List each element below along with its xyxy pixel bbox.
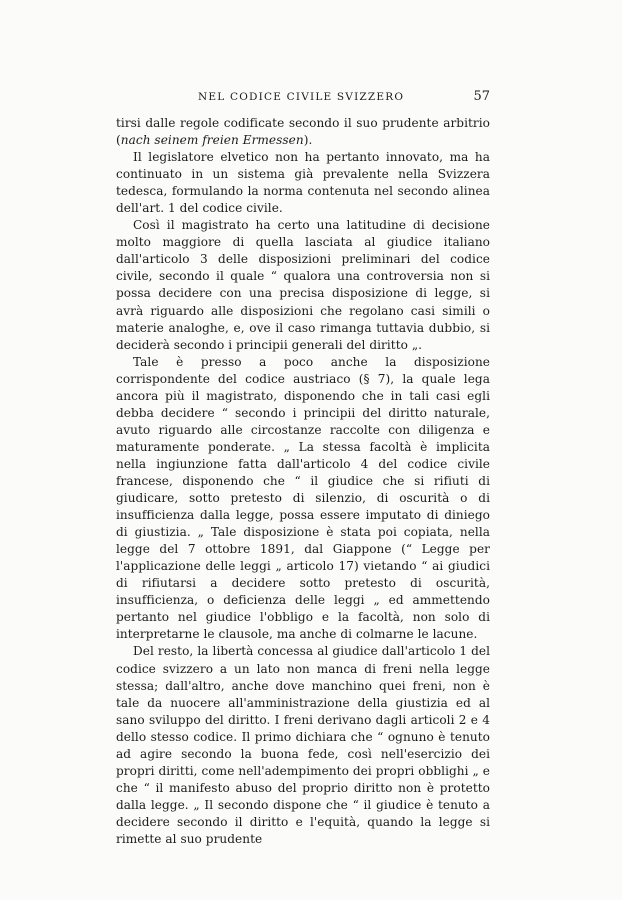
paragraph: Del resto, la libertà concessa al giudice dall'articolo 1 del codice svizzero a un lato non manca di freni nella legge stessa; dall'altro, anche dove manchino quei freni, non è tale da nuocere all'amministrazione della giustizia ed al sano sviluppo del diritto. I freni derivano dagli articoli 2 e 4 dello stesso codice. Il primo dichiara che “ ognuno è tenuto ad agire secondo la buona fede, così nell'esercizio dei propri diritti, come nell'adempimento dei propri obblighi „ e che “ il manifesto abuso del proprio diritto non è protetto dalla legge. „ Il secondo dispone che “ il giudice è tenuto a decidere secondo il diritto e l'equità, quando la legge si rimette al suo prudente	[116, 644, 490, 846]
page-header	[116, 91, 490, 107]
paragraph: Così il magistrato ha certo una latitudine di decisione molto maggiore di quella lasciata al giudice italiano dall'articolo 3 delle disposizioni preliminari del codice civile, secondo il quale “ qualora una controversia non si possa decidere con una precisa disposizione di legge, si avrà riguardo alle disposizioni che regolano casi simili o materie analoghe, e, ove il caso rimanga tuttavia dubbio, si deciderà secondo i principii generali del diritto „.	[116, 218, 490, 352]
paragraph-continuation	[116, 115, 490, 149]
italic-phrase: nach seinem freien Ermessen	[120, 133, 304, 148]
paragraph: Tale è presso a poco anche la disposizione corrispondente del codice austriaco (§ 7), la quale lega ancora più il magistrato, disponendo che in tali casi egli debba decidere “ secondo i principii del diritto naturale, avuto riguardo alle circostanze raccolte con diligenza e maturamente ponderate. „ La stessa facoltà è implicita nella ingiunzione fatta dall'articolo 4 del codice civile francese, disponendo che “ il giudice che si rifiuti di giudicare, sotto pretesto di silenzio, di oscurità o di insufficienza dalla legge, possa essere imputato di diniego di giustizia. „ Tale disposizione è stata poi copiata, nella legge del 7 ottobre 1891, dal Giappone (“ Legge per l'applicazione delle leggi „ articolo 17) vietando “ ai giudici di rifiutarsi a decidere sotto pretesto di oscurità, insufficienza, o deficienza delle leggi „ ed ammettendo pertanto nel giudice l'obbligo e la facoltà, non solo di interpretarne le clausole, ma anche di colmarne le lacune.	[116, 354, 490, 642]
page-number: 57	[473, 89, 490, 104]
paragraph: Il legislatore elvetico non ha pertanto innovato, ma ha continuato in un sistema già prevalente nella Svizzera tedesca, formulando la norma contenuta nel secondo alinea dell'art. 1 del codice civile.	[116, 150, 490, 216]
paragraph-text: tirsi dalle regole codificate secondo il suo prudente arbitrio (	[116, 116, 490, 148]
running-title: NEL CODICE CIVILE SVIZZERO	[198, 91, 405, 103]
body-text	[116, 115, 490, 848]
paragraph-text: ).	[303, 133, 313, 148]
